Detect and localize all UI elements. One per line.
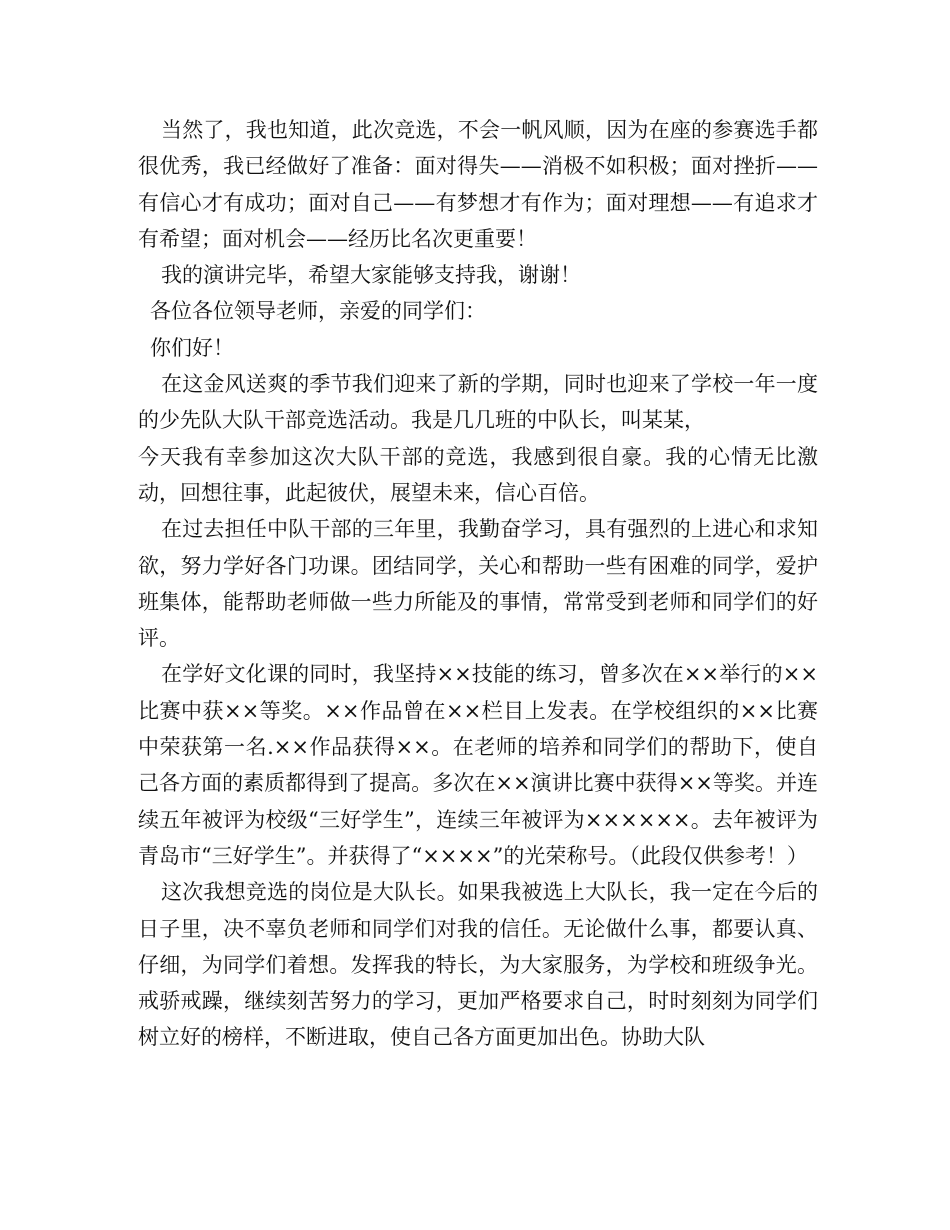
document-body [138,112,818,1056]
paragraph-past-experience: 在过去担任中队干部的三年里，我勤奋学习，具有强烈的上进心和求知欲，努力学好各门功课。团结同学，关心和帮助一些有困难的同学，爱护班集体，能帮助老师做一些力所能及的事情，常常受到老师和同学们的好评。 [138,517,818,651]
paragraph-introduction: 在这金风送爽的季节我们迎来了新的学期，同时也迎来了学校一年一度的少先队大队干部竞选活动。我是几几班的中队长，叫某某， [138,372,818,433]
paragraph-campaign-readiness: 当然了，我也知道，此次竞选，不会一帆风顺，因为在座的参赛选手都很优秀，我已经做好了准备：面对得失——消极不如积极；面对挫折——有信心才有成功；面对自己——有梦想才有作为；面对理想——有追求才有希望；面对机会——经历比名次更重要！ [138,118,818,251]
paragraph-speech-closing: 我的演讲完毕，希望大家能够支持我，谢谢！ [161,263,581,288]
paragraph-greeting: 你们好！ [150,335,234,360]
paragraph-position-goals: 这次我想竞选的岗位是大队长。如果我被选上大队长，我一定在今后的日子里，决不辜负老师和同学们对我的信任。无论做什么事，都要认真、仔细，为同学们着想。发挥我的特长，为大家服务，为学校和班级争光。戒骄戒躁，继续刻苦努力的学习，更加严格要求自己，时时刻刻为同学们树立好的榜样，不断进取，使自己各方面更加出色。协助大队 [138,880,818,1050]
paragraph-feelings: 今天我有幸参加这次大队干部的竞选，我感到很自豪。我的心情无比激动，回想往事，此起彼伏，展望未来，信心百倍。 [138,444,818,505]
paragraph-salutation: 各位各位领导老师，亲爱的同学们： [150,299,486,324]
paragraph-achievements: 在学好文化课的同时，我坚持××技能的练习，曾多次在××举行的××比赛中获××等奖。××作品曾在××栏目上发表。在学校组织的××比赛中荣获第一名.××作品获得××。在老师的培养和同学们的帮助下，使自己各方面的素质都得到了提高。多次在××演讲比赛中获得××等奖。并连续五年被评为校级“三好学生”，连续三年被评为××××××。去年被评为青岛市“三好学生”。并获得了“××××”的光荣称号。（此段仅供参考！） [138,662,818,868]
